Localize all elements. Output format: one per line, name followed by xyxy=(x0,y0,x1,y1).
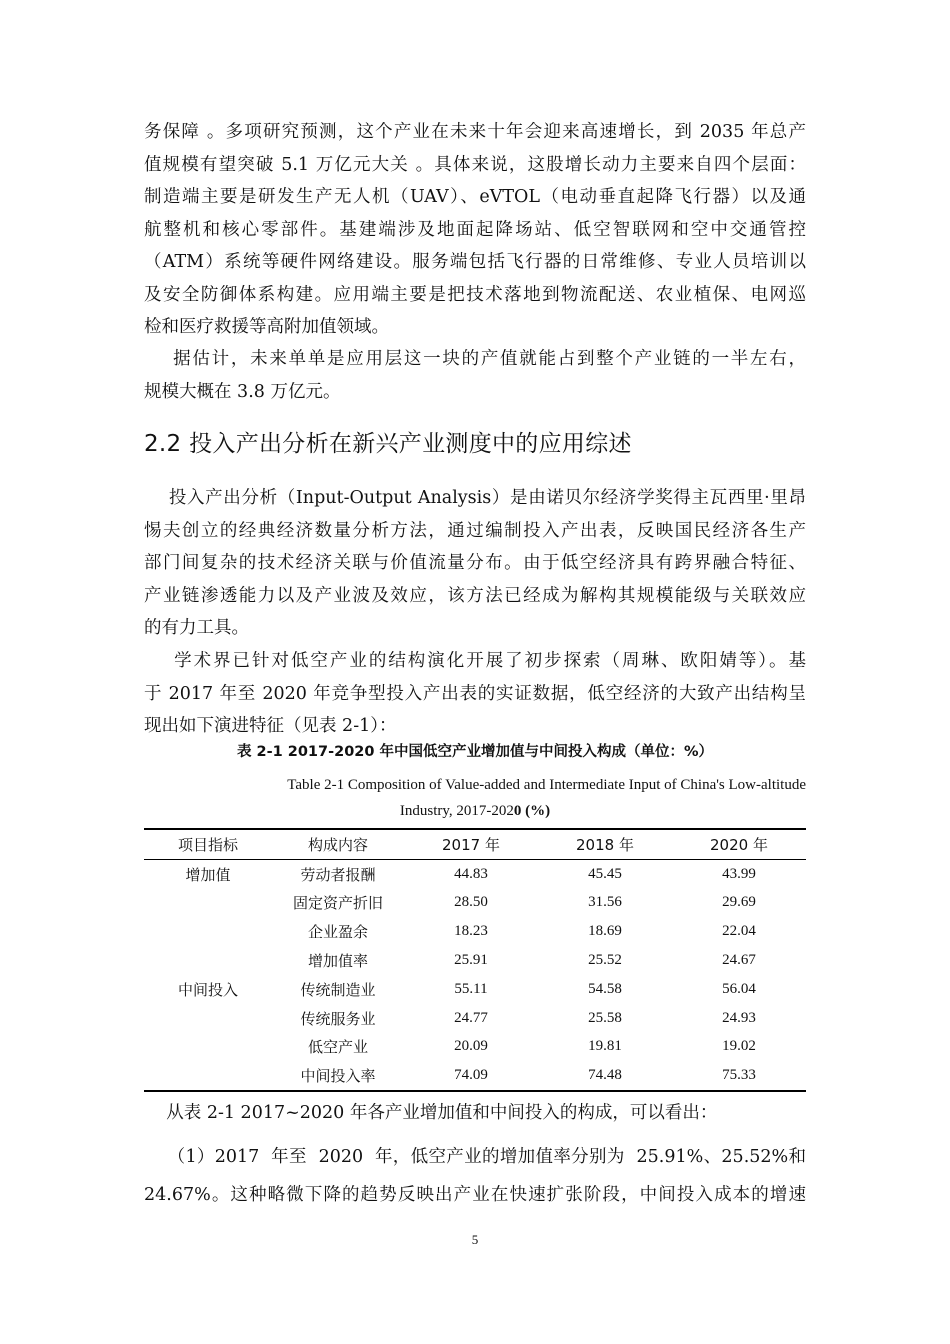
text-line: 24.67%。这种略微下降的趋势反映出产业在快速扩张阶段，中间投入成本的增速 xyxy=(144,1185,806,1205)
text-line: 投入产出分析（Input-Output Analysis）是由诺贝尔经济学奖得主瓦西里·里昂 xyxy=(144,488,806,508)
text-line: （ATM）系统等硬件网络建设。服务端包括飞行器的日常维修、专业人员培训以 xyxy=(144,252,806,272)
table-cell xyxy=(144,1033,272,1062)
table-cell: 25.58 xyxy=(588,1009,622,1026)
table-cell: 74.09 xyxy=(404,1061,538,1091)
table-cell: 劳动者报酬 xyxy=(300,865,376,884)
table-cell: 增加值率 xyxy=(307,952,368,971)
table-row xyxy=(144,917,806,946)
table-cell: 19.81 xyxy=(588,1038,622,1055)
text-line: 务保障 。多项研究预测，这个产业在未来十年会迎来高速增长，到 2035 年总产 xyxy=(144,122,806,142)
table-cell: 56.04 xyxy=(722,980,756,997)
paragraph-academic-research xyxy=(144,645,806,743)
table-cell: 75.33 xyxy=(672,1061,806,1091)
text-line: 现出如下演进特征（见表 2-1）： xyxy=(144,716,397,736)
table-cell: 74.48 xyxy=(538,1061,672,1091)
table-cell: 22.04 xyxy=(722,923,756,940)
text-line: 规模大概在 3.8 万亿元。 xyxy=(144,381,341,402)
paragraph-io-analysis xyxy=(144,482,806,645)
table-cell: 企业盈余 xyxy=(307,923,368,942)
table-cell: 19.02 xyxy=(722,1038,756,1055)
table-cell: 31.56 xyxy=(588,894,622,911)
table-cell: 43.99 xyxy=(722,865,756,882)
paragraph-industry-forecast xyxy=(144,116,806,344)
table-cell: 44.83 xyxy=(454,865,488,882)
table-cell: 24.77 xyxy=(454,1009,488,1026)
table-header-row xyxy=(144,829,806,859)
header-cell: 2020 年 xyxy=(672,829,806,859)
table-cell: 增加值 xyxy=(185,865,231,884)
table-cell: 中间投入 xyxy=(177,980,238,999)
page-number: 5 xyxy=(471,1232,479,1247)
table-caption-english-line1: Table 2-1 Composition of Value-added and Intermediate Input of China's Low-altitude xyxy=(287,777,806,793)
table-cell xyxy=(144,917,272,946)
table-cell: 24.67 xyxy=(722,952,756,969)
table-cell: 29.69 xyxy=(722,894,756,911)
table-cell: 24.93 xyxy=(722,1009,756,1026)
text-line: 学术界已针对低空产业的结构演化开展了初步探索（周琳、欧阳婧等）。基 xyxy=(144,651,806,671)
table-cell xyxy=(144,1004,272,1033)
table-cell: 20.09 xyxy=(454,1038,488,1055)
table-cell: 18.23 xyxy=(454,923,488,940)
table-cell: 25.91 xyxy=(454,952,488,969)
text-line: 产业链渗透能力以及产业波及效应，该方法已经成为解构其规模能级与关联效应 xyxy=(144,585,806,606)
table-row xyxy=(144,946,806,975)
table-row xyxy=(144,975,806,1004)
table-cell: 25.52 xyxy=(588,952,622,969)
table-cell: 28.50 xyxy=(454,894,488,911)
text-line: 惕夫创立的经典经济数量分析方法，通过编制投入产出表，反映国民经济各生产 xyxy=(144,520,806,541)
caption-text: Industry, 2017-202 xyxy=(399,803,514,819)
text-line: 及安全防御体系构建。应用端主要是把技术落地到物流配送、农业植保、电网巡 xyxy=(144,284,806,305)
table-cell: 中间投入率 xyxy=(272,1061,404,1091)
table-cell: 传统制造业 xyxy=(300,980,376,999)
paragraph-value-added-trend xyxy=(144,1138,806,1214)
table-cell xyxy=(144,946,272,975)
header-cell: 2017 年 xyxy=(404,829,538,859)
table-cell xyxy=(144,889,272,918)
table-cell: 54.58 xyxy=(588,980,622,997)
paragraph-table-reading xyxy=(144,1097,806,1130)
table-row xyxy=(144,859,806,888)
text-line: （1）2017 年至 2020 年，低空产业的增加值率分别为 25.91%、25.52%和 xyxy=(144,1147,806,1167)
table-row xyxy=(144,1033,806,1062)
table-caption-english-line2 xyxy=(0,803,950,820)
table-caption-chinese: 表 2-1 2017-2020 年中国低空产业增加值与中间投入构成（单位：%） xyxy=(236,744,714,760)
table-cell xyxy=(144,1061,272,1091)
text-line: 据估计，未来单单是应用层这一块的产值就能占到整个产业链的一半左右， xyxy=(144,349,806,369)
table-cell: 45.45 xyxy=(588,865,622,882)
paragraph-application-estimate xyxy=(144,343,806,408)
table-row xyxy=(144,1061,806,1091)
text-line: 制造端主要是研发生产无人机（UAV）、eVTOL（电动垂直起降飞行器）以及通 xyxy=(144,187,806,207)
text-line: 航整机和核心零部件。基建端涉及地面起降场站、低空智联网和空中交通管控 xyxy=(144,219,806,240)
composition-table xyxy=(144,828,806,1092)
text-line: 从表 2-1 2017~2020 年各产业增加值和中间投入的构成，可以看出： xyxy=(144,1103,718,1123)
table-cell: 55.11 xyxy=(454,980,488,997)
table-cell: 传统服务业 xyxy=(300,1009,376,1028)
table-row xyxy=(144,889,806,918)
header-cell: 2018 年 xyxy=(538,829,672,859)
header-cell: 项目指标 xyxy=(144,829,272,859)
text-line: 部门间复杂的技术经济关联与价值流量分布。由于低空经济具有跨界融合特征、 xyxy=(144,553,806,573)
header-cell: 构成内容 xyxy=(272,829,404,859)
text-line: 于 2017 年至 2020 年竞争型投入产出表的实证数据，低空经济的大致产出结构呈 xyxy=(144,683,806,704)
text-line: 的有力工具。 xyxy=(144,618,249,638)
table-cell: 固定资产折旧 xyxy=(292,894,383,913)
table-cell: 低空产业 xyxy=(307,1038,368,1057)
table-row xyxy=(144,1004,806,1033)
caption-bold-text: 0 (%) xyxy=(513,803,551,819)
section-heading: 2.2 投入产出分析在新兴产业测度中的应用综述 xyxy=(144,431,632,457)
text-line: 检和医疗救援等高附加值领域。 xyxy=(144,317,389,337)
text-line: 值规模有望突破 5.1 万亿元大关 。具体来说，这股增长动力主要来自四个层面： xyxy=(144,154,806,175)
table-cell: 18.69 xyxy=(588,923,622,940)
